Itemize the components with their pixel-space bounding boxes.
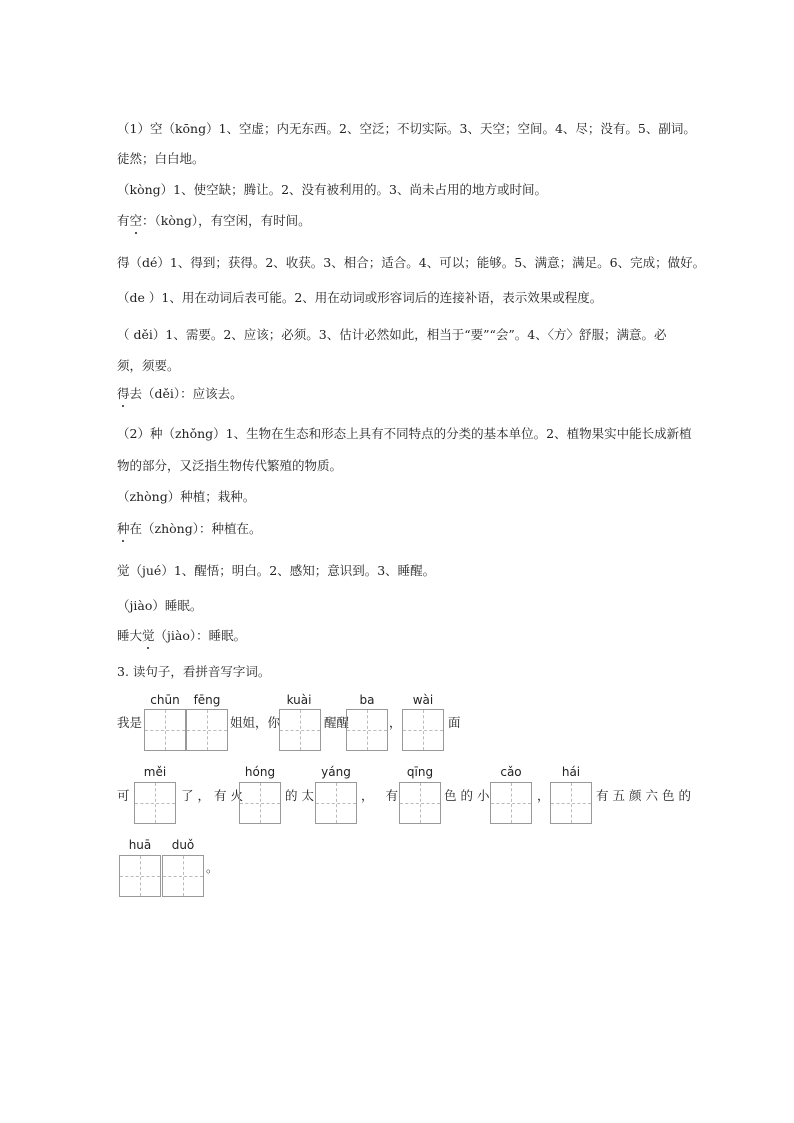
pinyin-wai: wài bbox=[412, 693, 434, 707]
pinyin-kuai: kuài bbox=[286, 693, 312, 707]
line-jiao-1: （jiào）睡眠。 bbox=[117, 598, 203, 613]
row1-text-2: 姐姐，你 bbox=[230, 715, 281, 730]
writing-box[interactable] bbox=[402, 709, 444, 751]
line-kong-2: 徒然；白白地。 bbox=[117, 151, 205, 166]
line-dei-2: 须，须要。 bbox=[117, 358, 180, 373]
pinyin-hong: hóng bbox=[244, 765, 276, 779]
row2-text-7: 有五颜六色的 bbox=[596, 788, 696, 803]
row1-text-4: ， bbox=[389, 715, 402, 730]
line-jiao-example: 睡大觉（jiào）：睡眠。 bbox=[117, 628, 247, 643]
writing-box[interactable] bbox=[550, 782, 592, 824]
writing-box[interactable] bbox=[346, 709, 388, 751]
row1-text-5: 面 bbox=[448, 715, 461, 730]
row2-text-4: ，有 bbox=[361, 788, 411, 803]
pinyin-ba: ba bbox=[359, 693, 375, 707]
pinyin-duo: duǒ bbox=[171, 838, 195, 852]
pinyin-chun: chūn bbox=[150, 693, 180, 707]
line-de-2: （de ）1、用在动词后表可能。2、用在动词或形容词后的连接补语，表示效果或程度。 bbox=[117, 290, 603, 305]
row2-text-5: 色的小 bbox=[444, 788, 494, 803]
writing-box[interactable] bbox=[490, 782, 532, 824]
pinyin-yang: yáng bbox=[321, 765, 351, 779]
row3-text-1: 。 bbox=[206, 860, 219, 875]
writing-box[interactable] bbox=[144, 709, 186, 751]
writing-box[interactable] bbox=[315, 782, 357, 824]
pinyin-hua: huā bbox=[128, 838, 152, 852]
row1-text-1: 我是 bbox=[117, 715, 143, 730]
row2-text-2: 了，有火 bbox=[181, 788, 248, 803]
writing-box[interactable] bbox=[134, 782, 176, 824]
line-dei-1: （ děi）1、需要。2、应该；必须。3、估计必然如此，相当于“要”“会”。4、〈方〉舒服；满意。必 bbox=[117, 327, 667, 342]
writing-box[interactable] bbox=[162, 855, 204, 897]
writing-box[interactable] bbox=[239, 782, 281, 824]
writing-box[interactable] bbox=[279, 709, 321, 751]
line-zhong-3: （zhòng）种植；栽种。 bbox=[117, 489, 256, 504]
line-zhong-2: 物的部分，又泛指生物传代繁殖的物质。 bbox=[117, 458, 343, 473]
pinyin-mei: měi bbox=[143, 765, 167, 779]
exercise-instruction: 3. 读句子，看拼音写字词。 bbox=[117, 664, 271, 679]
line-jue-1: 觉（jué）1、醒悟；明白。2、感知；意识到。3、睡醒。 bbox=[117, 563, 436, 578]
writing-box[interactable] bbox=[119, 855, 161, 897]
pinyin-hai: hái bbox=[561, 765, 581, 779]
pinyin-feng: fēng bbox=[193, 693, 221, 707]
row1-text-3: 醒醒 bbox=[324, 715, 350, 730]
row2-text-1: 可 bbox=[117, 788, 130, 803]
line-kong-1: （1）空（kōng）1、空虚；内无东西。2、空泛；不切实际。3、天空；空间。4、尽；没有。5、副词。 bbox=[117, 121, 696, 136]
row2-text-6: ， bbox=[537, 788, 550, 803]
pinyin-qing: qīng bbox=[406, 765, 434, 779]
row2-text-3: 的太 bbox=[285, 788, 319, 803]
writing-box[interactable] bbox=[186, 709, 228, 751]
line-de-1: 得（dé）1、得到；获得。2、收获。3、相合；适合。4、可以；能够。5、满意；满足。6、完成；做好。 bbox=[117, 255, 706, 270]
line-dei-example: 得去（děi）：应该去。 bbox=[117, 386, 243, 401]
line-zhong-example: 种在（zhòng）：种植在。 bbox=[117, 521, 262, 536]
line-kong-3: （kòng）1、使空缺；腾让。2、没有被利用的。3、尚未占用的地方或时间。 bbox=[117, 182, 548, 197]
line-zhong-1: （2）种（zhǒng）1、生物在生态和形态上具有不同特点的分类的基本单位。2、植物果实中能长成新植 bbox=[117, 426, 692, 441]
writing-box[interactable] bbox=[399, 782, 441, 824]
line-kong-example: 有空：（kòng），有空闲，有时间。 bbox=[117, 213, 311, 228]
pinyin-cao: cǎo bbox=[500, 765, 522, 779]
